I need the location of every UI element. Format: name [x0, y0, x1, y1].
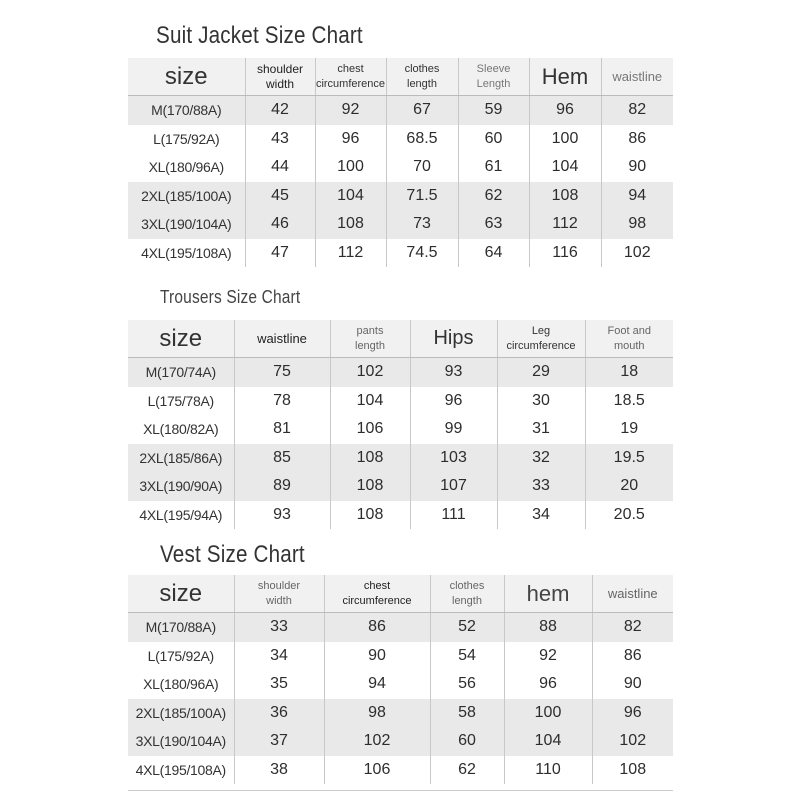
size-cell: L(175/92A): [147, 647, 214, 664]
vest-chart-title: Vest Size Chart: [160, 541, 305, 568]
value-cell: 88: [504, 613, 592, 642]
value-cell: 104: [315, 182, 386, 211]
value-cell: 110: [504, 756, 592, 785]
table-row: [128, 182, 673, 211]
value-cell: 108: [330, 472, 410, 501]
value-cell: 107: [410, 472, 497, 501]
value-cell: 37: [234, 727, 324, 756]
size-cell: 3XL(190/90A): [128, 472, 234, 501]
value-cell: 100: [529, 125, 601, 154]
value-cell: 92: [504, 642, 592, 671]
value-cell: 78: [234, 387, 330, 416]
table-row: [128, 642, 673, 671]
value-cell: 63: [458, 210, 529, 239]
value-cell: 98: [324, 699, 430, 728]
value-cell: 68.5: [386, 125, 458, 154]
value-cell: 33: [234, 613, 324, 642]
value-cell: 106: [330, 415, 410, 444]
value-cell: 43: [245, 125, 315, 154]
value-cell: 111: [410, 501, 497, 530]
header-hem: Hem: [529, 58, 601, 96]
value-cell: 90: [601, 153, 673, 182]
value-cell: 18: [585, 358, 673, 387]
header-leg-circumference: Leg circumference: [497, 320, 585, 358]
table-row: [128, 444, 673, 473]
value-cell: 99: [410, 415, 497, 444]
size-cell: 2XL(185/86A): [128, 444, 234, 473]
header-size: size: [128, 575, 234, 613]
value-cell: 81: [234, 415, 330, 444]
value-cell: 104: [504, 727, 592, 756]
table-header-row: [128, 320, 673, 358]
size-cell: L(175/92A): [153, 130, 220, 147]
table-row: [128, 699, 673, 728]
value-cell: 73: [386, 210, 458, 239]
value-cell: 82: [601, 96, 673, 125]
value-cell: 85: [234, 444, 330, 473]
value-cell: 31: [497, 415, 585, 444]
trousers-size-table: [128, 320, 673, 529]
value-cell: 94: [324, 670, 430, 699]
header-waistline: waistline: [234, 320, 330, 358]
value-cell: 19.5: [585, 444, 673, 473]
table-header-row: [128, 58, 673, 96]
header-waistline: waistline: [592, 575, 673, 613]
bottom-divider: [128, 790, 673, 791]
size-cell: 3XL(190/104A): [128, 727, 234, 756]
value-cell: 46: [245, 210, 315, 239]
value-cell: 102: [592, 727, 673, 756]
value-cell: 90: [324, 642, 430, 671]
header-shoulder-width: shoulder width: [245, 58, 315, 96]
value-cell: 108: [315, 210, 386, 239]
value-cell: 75: [234, 358, 330, 387]
value-cell: 92: [315, 96, 386, 125]
size-cell: 4XL(195/94A): [139, 506, 223, 523]
value-cell: 108: [529, 182, 601, 211]
header-size: size: [128, 58, 245, 96]
value-cell: 62: [430, 756, 504, 785]
size-cell: M(170/88A): [128, 96, 245, 125]
value-cell: 60: [458, 125, 529, 154]
size-cell: XL(180/82A): [143, 421, 219, 438]
size-cell: 2XL(185/100A): [128, 699, 234, 728]
value-cell: 45: [245, 182, 315, 211]
table-row: [128, 387, 673, 416]
table-row: [128, 210, 673, 239]
value-cell: 112: [529, 210, 601, 239]
table-row: [128, 727, 673, 756]
value-cell: 19: [585, 415, 673, 444]
value-cell: 86: [324, 613, 430, 642]
value-cell: 102: [324, 727, 430, 756]
value-cell: 82: [592, 613, 673, 642]
value-cell: 106: [324, 756, 430, 785]
value-cell: 102: [330, 358, 410, 387]
value-cell: 32: [497, 444, 585, 473]
table-row: [128, 501, 673, 530]
size-cell: L(175/78A): [147, 392, 214, 409]
value-cell: 104: [330, 387, 410, 416]
table-row: [128, 415, 673, 444]
value-cell: 116: [529, 239, 601, 268]
table-row: [128, 358, 673, 387]
value-cell: 54: [430, 642, 504, 671]
value-cell: 74.5: [386, 239, 458, 268]
jacket-chart-title: Suit Jacket Size Chart: [156, 22, 363, 49]
size-cell: 4XL(195/108A): [141, 244, 232, 261]
value-cell: 67: [386, 96, 458, 125]
value-cell: 20: [585, 472, 673, 501]
table-row: [128, 125, 673, 154]
value-cell: 96: [410, 387, 497, 416]
value-cell: 96: [529, 96, 601, 125]
table-row: [128, 96, 673, 125]
table-row: [128, 239, 673, 268]
table-row: [128, 472, 673, 501]
header-foot-and-mouth: Foot and mouth: [585, 320, 673, 358]
value-cell: 20.5: [585, 501, 673, 530]
value-cell: 42: [245, 96, 315, 125]
jacket-size-table: [128, 58, 673, 267]
value-cell: 100: [504, 699, 592, 728]
value-cell: 89: [234, 472, 330, 501]
trousers-chart-title: Trousers Size Chart: [160, 287, 301, 307]
value-cell: 38: [234, 756, 324, 785]
size-cell: XL(180/96A): [143, 676, 219, 693]
value-cell: 35: [234, 670, 324, 699]
value-cell: 102: [601, 239, 673, 268]
header-hips: Hips: [410, 320, 497, 358]
value-cell: 112: [315, 239, 386, 268]
header-sleeve-length: Sleeve Length: [458, 58, 529, 96]
size-cell: M(170/74A): [128, 358, 234, 387]
value-cell: 47: [245, 239, 315, 268]
value-cell: 18.5: [585, 387, 673, 416]
value-cell: 60: [430, 727, 504, 756]
value-cell: 33: [497, 472, 585, 501]
value-cell: 100: [315, 153, 386, 182]
size-cell: 3XL(190/104A): [128, 210, 245, 239]
value-cell: 108: [330, 501, 410, 530]
value-cell: 61: [458, 153, 529, 182]
header-size: size: [128, 320, 234, 358]
size-cell: M(170/88A): [128, 613, 234, 642]
value-cell: 29: [497, 358, 585, 387]
value-cell: 34: [497, 501, 585, 530]
value-cell: 86: [592, 642, 673, 671]
header-pants-length: pants length: [330, 320, 410, 358]
table-header-row: [128, 575, 673, 613]
value-cell: 98: [601, 210, 673, 239]
header-clothes-length: clothes length: [386, 58, 458, 96]
value-cell: 56: [430, 670, 504, 699]
value-cell: 44: [245, 153, 315, 182]
value-cell: 93: [234, 501, 330, 530]
value-cell: 90: [592, 670, 673, 699]
value-cell: 103: [410, 444, 497, 473]
table-row: [128, 153, 673, 182]
value-cell: 104: [529, 153, 601, 182]
value-cell: 108: [592, 756, 673, 785]
header-chest-circumference: chest circumference: [315, 58, 386, 96]
value-cell: 59: [458, 96, 529, 125]
value-cell: 93: [410, 358, 497, 387]
size-cell: 4XL(195/108A): [135, 761, 226, 778]
value-cell: 30: [497, 387, 585, 416]
value-cell: 96: [504, 670, 592, 699]
vest-size-table: [128, 575, 673, 784]
value-cell: 94: [601, 182, 673, 211]
value-cell: 62: [458, 182, 529, 211]
value-cell: 52: [430, 613, 504, 642]
table-row: [128, 613, 673, 642]
value-cell: 71.5: [386, 182, 458, 211]
size-cell: XL(180/96A): [148, 159, 224, 176]
size-cell: 2XL(185/100A): [128, 182, 245, 211]
value-cell: 34: [234, 642, 324, 671]
table-row: [128, 670, 673, 699]
value-cell: 108: [330, 444, 410, 473]
value-cell: 58: [430, 699, 504, 728]
value-cell: 64: [458, 239, 529, 268]
value-cell: 96: [315, 125, 386, 154]
header-clothes-length: clothes length: [430, 575, 504, 613]
header-hem: hem: [504, 575, 592, 613]
value-cell: 86: [601, 125, 673, 154]
value-cell: 96: [592, 699, 673, 728]
header-chest-circumference: chest circumference: [324, 575, 430, 613]
header-waistline: waistline: [601, 58, 673, 96]
header-shoulder-width: shoulder width: [234, 575, 324, 613]
value-cell: 70: [386, 153, 458, 182]
value-cell: 36: [234, 699, 324, 728]
table-row: [128, 756, 673, 785]
